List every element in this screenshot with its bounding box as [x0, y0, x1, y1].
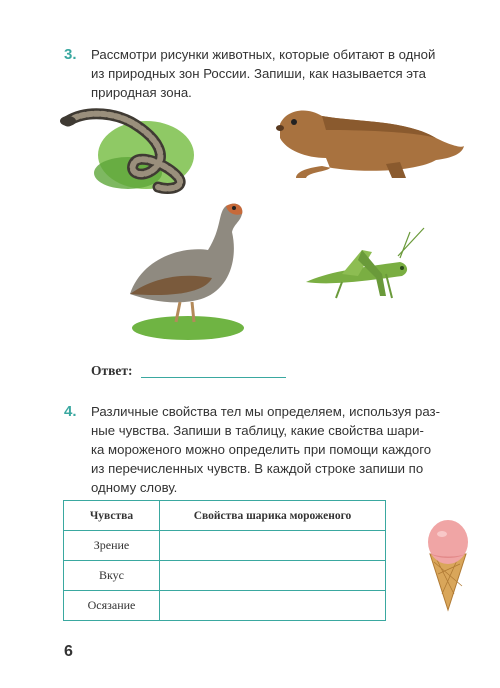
task-3-line: природная зона. — [91, 85, 192, 100]
sense-cell: Осязание — [64, 591, 160, 621]
snake-illustration — [58, 103, 198, 195]
column-header-properties: Свойства шарика мороженого — [160, 501, 386, 531]
ice-cream-cone-illustration — [424, 512, 472, 612]
table-row — [64, 561, 386, 591]
task-3-number: 3. — [64, 46, 77, 63]
page-number: 6 — [64, 643, 73, 660]
task-3-line: Рассмотри рисунки животных, которые обитают в одной — [91, 47, 436, 62]
task-4-line: ка мороженого можно определить при помощи каждого — [91, 442, 432, 457]
task-4-number: 4. — [64, 403, 77, 420]
answer-cell[interactable] — [160, 561, 386, 591]
answer-label: Ответ: — [91, 363, 133, 378]
column-header-senses: Чувства — [64, 501, 160, 531]
grasshopper-illustration — [302, 226, 430, 306]
task-4-text — [91, 402, 474, 497]
partridge-illustration — [122, 198, 252, 344]
sense-cell: Зрение — [64, 531, 160, 561]
table-header-row — [64, 501, 386, 531]
task-3-text — [91, 45, 474, 102]
answer-field-line[interactable] — [141, 377, 286, 378]
senses-table — [63, 500, 386, 621]
sense-cell: Вкус — [64, 561, 160, 591]
gopher-illustration — [266, 102, 466, 184]
answer-cell[interactable] — [160, 531, 386, 561]
table-row — [64, 591, 386, 621]
answer-cell[interactable] — [160, 591, 386, 621]
table-row — [64, 531, 386, 561]
task-4-line: одному слову. — [91, 480, 178, 495]
task-4-line: из перечисленных чувств. В каждой строке запиши по — [91, 461, 424, 476]
task-3-line: из природных зон России. Запиши, как называется эта — [91, 66, 426, 81]
task-4-line: ные чувства. Запиши в таблицу, какие свойства шари- — [91, 423, 424, 438]
task-4-line: Различные свойства тел мы определяем, используя раз- — [91, 404, 440, 419]
